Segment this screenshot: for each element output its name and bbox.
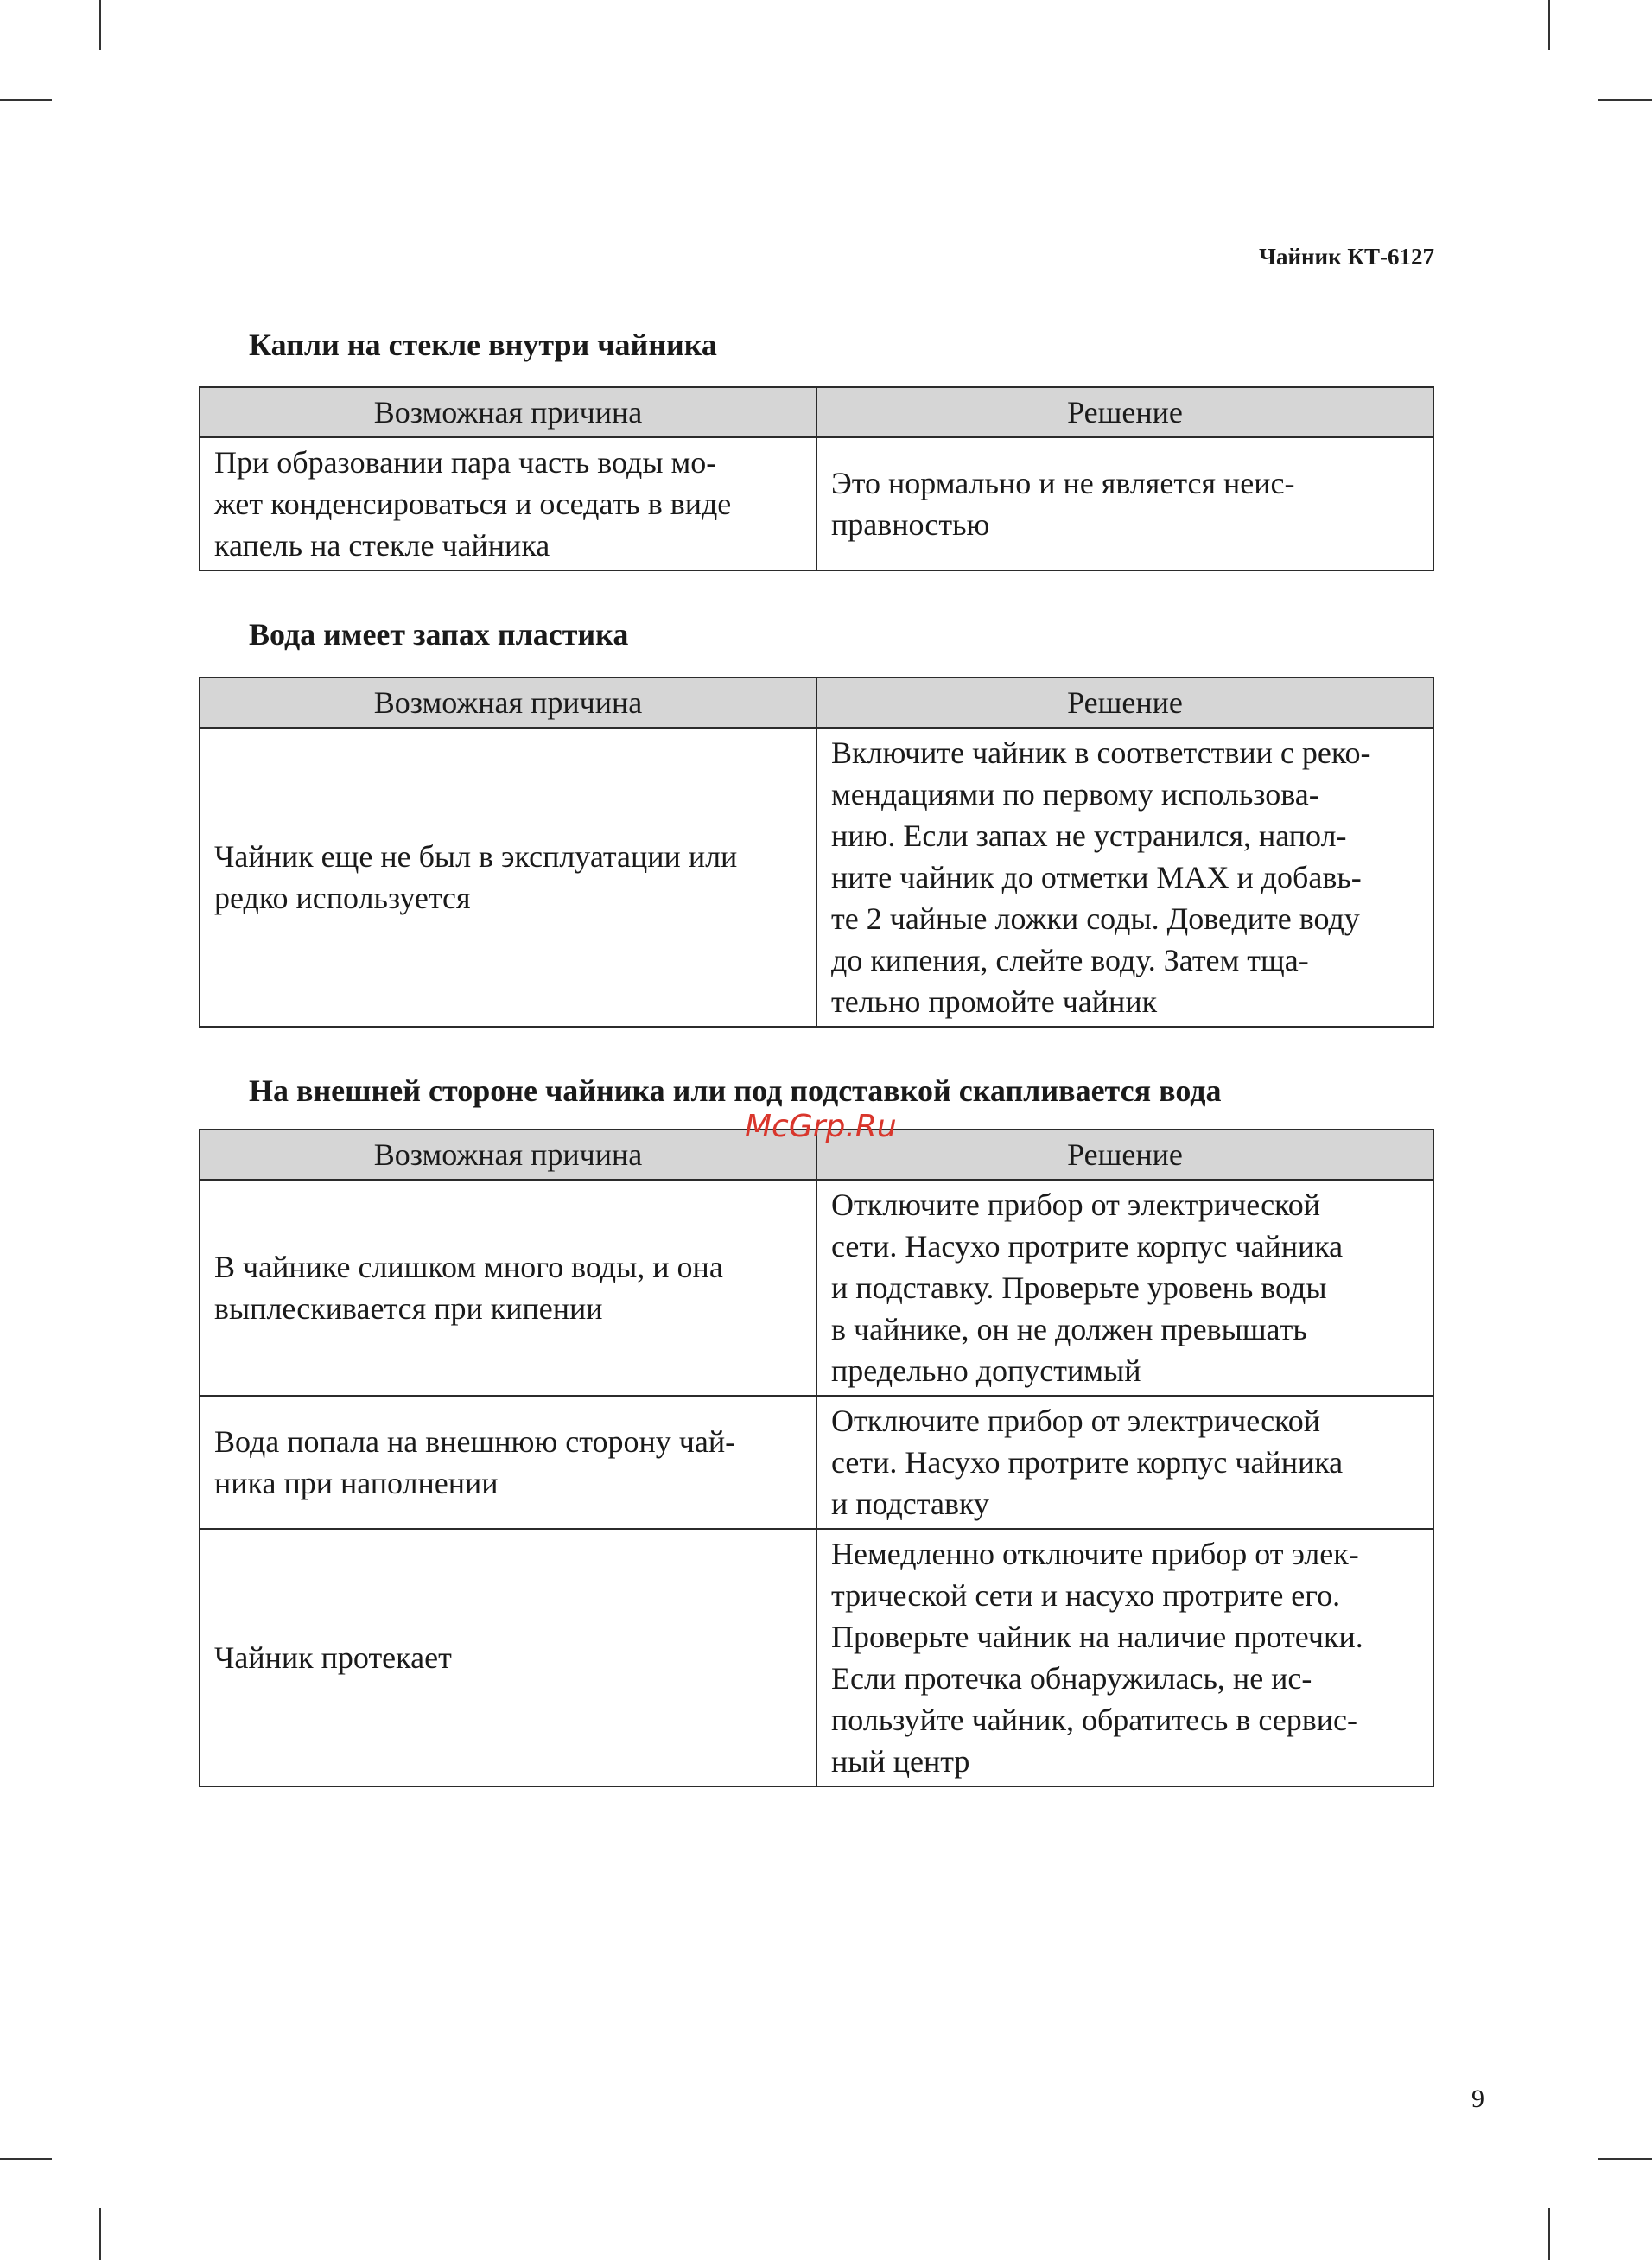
text-line: до кипения, слейте воду. Затем тща- bbox=[831, 943, 1309, 977]
text-line: и подставку. Проверьте уровень воды bbox=[831, 1270, 1327, 1305]
text-line: Если протечка обнаружилась, не ис- bbox=[831, 1661, 1312, 1696]
text-line: Немедленно отключите прибор от элек- bbox=[831, 1537, 1359, 1571]
text-line: При образовании пара часть воды мо- bbox=[214, 445, 717, 480]
crop-mark bbox=[99, 2208, 101, 2260]
solution-cell bbox=[816, 1529, 1433, 1786]
troubleshooting-table bbox=[199, 386, 1434, 571]
text-line: Включите чайник в соответствии с реко- bbox=[831, 735, 1371, 770]
text-line: Отключите прибор от электрической bbox=[831, 1404, 1320, 1438]
text-line: В чайнике слишком много воды, и она bbox=[214, 1250, 723, 1284]
cause-cell bbox=[200, 1529, 816, 1786]
text-line: мендациями по первому использова- bbox=[831, 777, 1319, 812]
text-line: ника при наполнении bbox=[214, 1466, 499, 1500]
text-line: Это нормально и не является неис- bbox=[831, 466, 1295, 500]
table-row bbox=[200, 1396, 1433, 1529]
column-header-cause: Возможная причина bbox=[200, 387, 816, 437]
text-line: пользуйте чайник, обратитесь в сервис- bbox=[831, 1703, 1357, 1737]
text-line: ный центр bbox=[831, 1744, 970, 1779]
text-line: тельно промойте чайник bbox=[831, 984, 1158, 1019]
cause-cell bbox=[200, 437, 816, 570]
page-number: 9 bbox=[1471, 2085, 1484, 2113]
text-line: трической сети и насухо протрите его. bbox=[831, 1578, 1341, 1613]
crop-mark bbox=[1598, 2158, 1652, 2160]
text-line: Чайник еще не был в эксплуатации или bbox=[214, 839, 738, 874]
table-row bbox=[200, 1529, 1433, 1786]
text-line: нию. Если запах не устранился, напол- bbox=[831, 818, 1347, 853]
text-line: предельно допустимый bbox=[831, 1353, 1141, 1388]
text-line: Отключите прибор от электрической bbox=[831, 1187, 1320, 1222]
text-line: и подставку bbox=[831, 1487, 989, 1521]
crop-mark bbox=[99, 0, 101, 50]
table-header-row bbox=[200, 387, 1433, 437]
table-header-row bbox=[200, 678, 1433, 728]
text-line: те 2 чайные ложки соды. Доведите воду bbox=[831, 901, 1360, 936]
column-header-solution: Решение bbox=[816, 678, 1433, 728]
text-line: жет конденсироваться и оседать в виде bbox=[214, 487, 732, 521]
text-line: сети. Насухо протрите корпус чайника bbox=[831, 1445, 1344, 1480]
section-heading: Вода имеет запах пластика bbox=[249, 617, 629, 652]
column-header-cause: Возможная причина bbox=[200, 1130, 816, 1180]
solution-cell bbox=[816, 1180, 1433, 1396]
text-line: капель на стекле чайника bbox=[214, 528, 550, 563]
text-line: Вода попала на внешнюю сторону чай- bbox=[214, 1424, 736, 1459]
text-line: редко используется bbox=[214, 881, 471, 915]
text-line: правностью bbox=[831, 507, 990, 542]
crop-mark bbox=[1598, 99, 1652, 101]
text-line: сети. Насухо протрите корпус чайника bbox=[831, 1229, 1344, 1264]
section-heading: Капли на стекле внутри чайника bbox=[249, 328, 717, 362]
section-heading: На внешней стороне чайника или под подставкой скапливается вода bbox=[249, 1073, 1222, 1108]
troubleshooting-table bbox=[199, 677, 1434, 1028]
column-header-solution: Решение bbox=[816, 1130, 1433, 1180]
crop-mark bbox=[1548, 2208, 1550, 2260]
text-line: Чайник протекает bbox=[214, 1640, 452, 1675]
cause-cell bbox=[200, 1396, 816, 1529]
header-title: Чайник КТ-6127 bbox=[1259, 244, 1434, 270]
solution-cell bbox=[816, 437, 1433, 570]
text-line: выплескивается при кипении bbox=[214, 1291, 603, 1326]
crop-mark bbox=[0, 99, 52, 101]
crop-mark bbox=[1548, 0, 1550, 50]
cause-cell bbox=[200, 1180, 816, 1396]
text-line: Проверьте чайник на наличие протечки. bbox=[831, 1620, 1363, 1654]
text-line: ните чайник до отметки MAX и добавь- bbox=[831, 860, 1362, 894]
table-row bbox=[200, 1180, 1433, 1396]
solution-cell bbox=[816, 728, 1433, 1027]
cause-cell bbox=[200, 728, 816, 1027]
solution-cell bbox=[816, 1396, 1433, 1529]
text-line: в чайнике, он не должен превышать bbox=[831, 1312, 1307, 1346]
table-row bbox=[200, 437, 1433, 570]
crop-mark bbox=[0, 2158, 52, 2160]
table-row bbox=[200, 728, 1433, 1027]
column-header-solution: Решение bbox=[816, 387, 1433, 437]
watermark: McGrp.Ru bbox=[745, 1109, 897, 1144]
troubleshooting-table bbox=[199, 1129, 1434, 1787]
column-header-cause: Возможная причина bbox=[200, 678, 816, 728]
